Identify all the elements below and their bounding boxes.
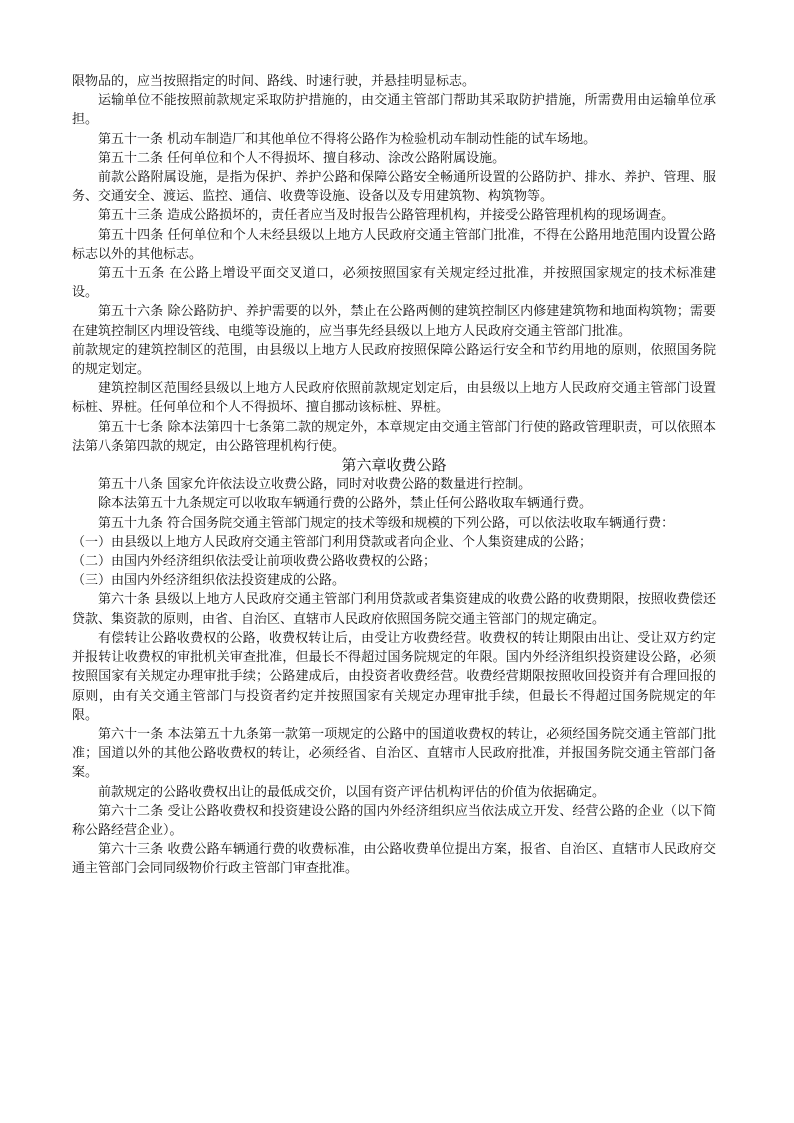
- paragraph: 前款规定的公路收费权出让的最低成交价，以国有资产评估机构评估的价值为依据确定。: [98, 784, 606, 800]
- article-59: 第五十九条 符合国务院交通主管部门规定的技术等级和规模的下列公路，可以依法收取车辆通行费：: [98, 515, 675, 531]
- article-56: 第五十六条 除公路防护、养护需要的以外，禁止在公路两侧的建筑控制区内修建建筑物和地面构筑物；需要在建筑控制区内埋设管线、电缆等设施的，应当事先经县级以上地方人民政府交通主管部门批准。: [72, 304, 716, 339]
- article-58: 第五十八条 国家允许依法设立收费公路，同时对收费公路的数量进行控制。: [98, 477, 532, 493]
- article-51: 第五十一条 机动车制造厂和其他单位不得将公路作为检验机动车制动性能的试车场地。: [98, 131, 597, 147]
- paragraph: 除本法第五十九条规定可以收取车辆通行费的公路外，禁止任何公路收取车辆通行费。: [98, 496, 593, 512]
- article-55: 第五十五条 在公路上增设平面交叉道口，必须按照国家有关规定经过批准，并按照国家规定的技术标准建设。: [72, 266, 716, 301]
- article-53: 第五十三条 造成公路损坏的，责任者应当及时报告公路管理机构，并接受公路管理机构的现场调查。: [98, 208, 675, 224]
- article-52: 第五十二条 任何单位和个人不得损坏、擅自移动、涂改公路附属设施。: [98, 150, 506, 166]
- paragraph: 前款公路附属设施，是指为保护、养护公路和保障公路安全畅通所设置的公路防护、排水、养护、管理、服务、交通安全、渡运、监控、通信、收费等设施、设备以及专用建筑物、构筑物等。: [72, 170, 716, 205]
- article-63: 第六十三条 收费公路车辆通行费的收费标准，由公路收费单位提出方案，报省、自治区、直辖市人民政府交通主管部门会同同级物价行政主管部门审查批准。: [72, 842, 716, 877]
- article-60: 第六十条 县级以上地方人民政府交通主管部门利用贷款或者集资建成的收费公路的收费期限，按照收费偿还贷款、集资款的原则，由省、自治区、直辖市人民政府依照国务院交通主管部门的规定确定。: [72, 592, 716, 627]
- article-61: 第六十一条 本法第五十九条第一款第一项规定的公路中的国道收费权的转让，必须经国务院交通主管部门批准；国道以外的其他公路收费权的转让，必须经省、自治区、直辖市人民政府批准，并报国务院交通主管部门备案。: [72, 726, 716, 781]
- chapter-title: 第六章收费公路: [341, 456, 447, 475]
- paragraph: 前款规定的建筑控制区的范围，由县级以上地方人民政府按照保障公路运行安全和节约用地的原则，依照国务院的规定划定。: [72, 342, 716, 378]
- list-item: （二）由国内外经济组织依法受让前项收费公路收费权的公路；: [72, 554, 437, 570]
- article-54: 第五十四条 任何单位和个人未经县级以上地方人民政府交通主管部门批准，不得在公路用地范围内设置公路标志以外的其他标志。: [72, 227, 716, 262]
- document-body: [72, 72, 716, 879]
- paragraph: 建筑控制区范围经县级以上地方人民政府依照前款规定划定后，由县级以上地方人民政府交通主管部门设置标桩、界桩。任何单位和个人不得损坏、擅自挪动该标桩、界桩。: [72, 381, 716, 416]
- article-57: 第五十七条 除本法第四十七条第二款的规定外，本章规定由交通主管部门行使的路政管理职责，可以依照本法第八条第四款的规定，由公路管理机构行使。: [72, 419, 716, 454]
- list-item: （三）由国内外经济组织依法投资建成的公路。: [72, 573, 346, 589]
- paragraph: 运输单位不能按照前款规定采取防护措施的，由交通主管部门帮助其采取防护措施，所需费用由运输单位承担。: [72, 93, 716, 128]
- article-62: 第六十二条 受让公路收费权和投资建设公路的国内外经济组织应当依法成立开发、经营公路的企业（以下简称公路经营企业）。: [72, 803, 716, 838]
- paragraph: 限物品的，应当按照指定的时间、路线、时速行驶，并悬挂明显标志。: [72, 74, 476, 89]
- paragraph: 有偿转让公路收费权的公路，收费权转让后，由受让方收费经营。收费权的转让期限由出让、受让双方约定并报转让收费权的审批机关审查批准，但最长不得超过国务院规定的年限。国内外经济组织投资建设公路，必须按照国家有关规定办理审批手续；公路建成后，由投资者收费经营。收费经营期限按照收回投资并有合理回报的原则，由有关交通主管部门与投资者约定并按照国家有关规定办理审批手续，但最长不得超过国务院规定的年限。: [72, 630, 716, 723]
- list-item: （一）由县级以上地方人民政府交通主管部门利用贷款或者向企业、个人集资建成的公路；: [72, 534, 593, 550]
